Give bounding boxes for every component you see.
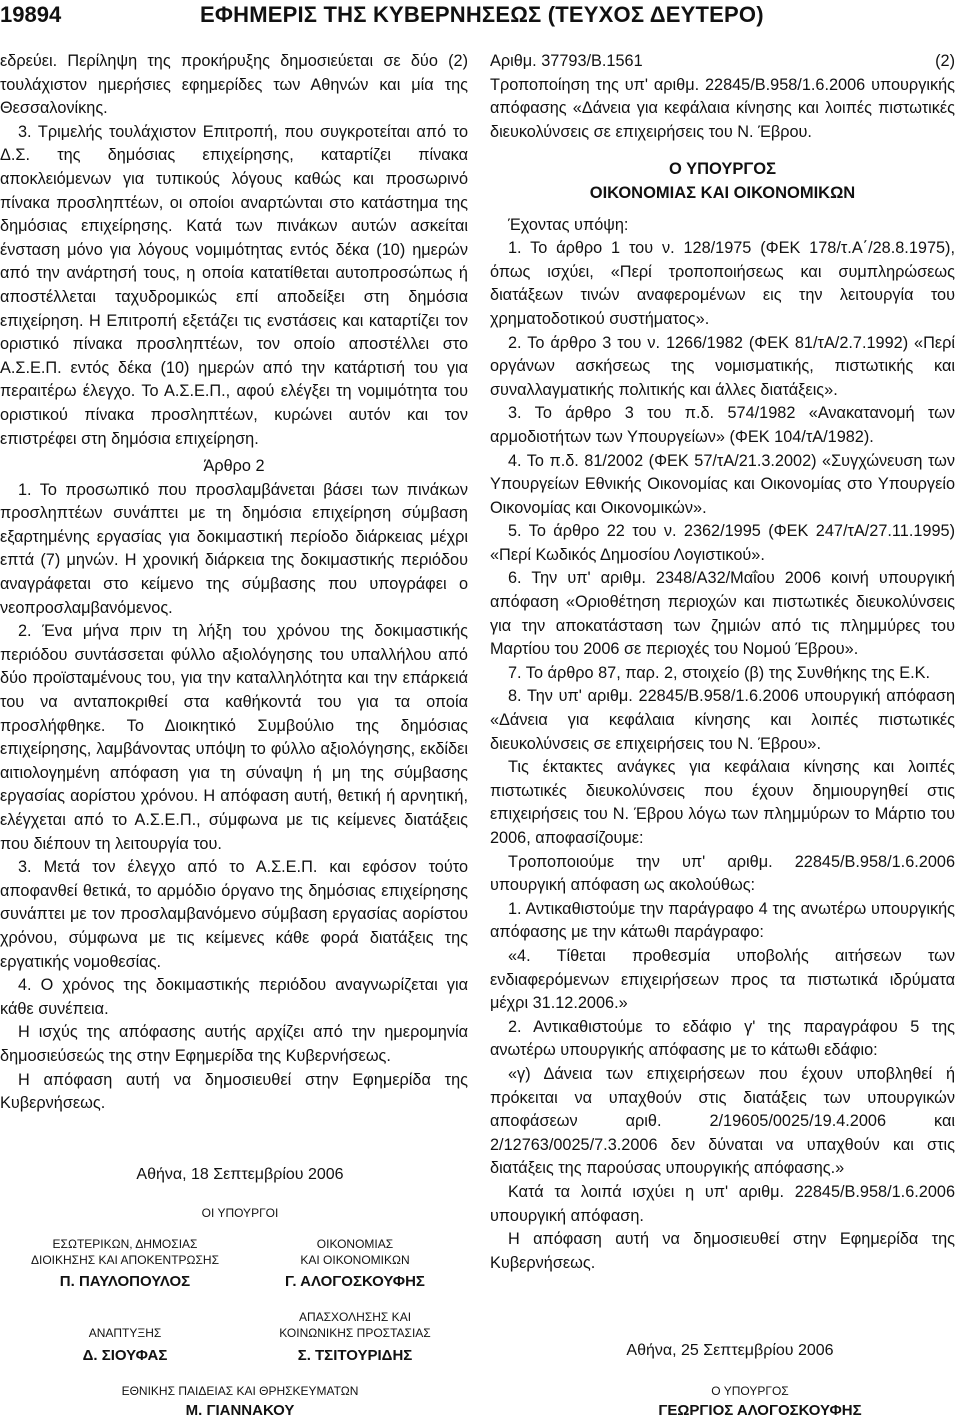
minister-heading-1: Ο ΥΠΟΥΡΓΟΣ — [668, 160, 777, 179]
gazette-title: ΕΦΗΜΕΡΙΣ ΤΗΣ ΚΥΒΕΡΝΗΣΕΩΣ (ΤΕΥΧΟΣ ΔΕΥΤΕΡΟ) — [200, 2, 764, 27]
reference-number: Αριθμ. 37793/Β.1561 — [490, 52, 643, 70]
left-paragraph-5: 3. Μετά τον έλεγχο από το Α.Σ.Ε.Π. και εφόσον τούτο αποφανθεί θετικά, το αρμόδιο όργανο της δημόσιας επιχείρησης συνάπτει με τον προσλαμβανόμενο σύμβαση εργασίας αορίστου χρόνου, σύμφωνα με τις κείμενες κάθε φορά διατάξεις της εργατικής νομοθεσίας. — [0, 858, 468, 971]
left-paragraph-1: εδρεύει. Περίληψη της προκήρυξης δημοσιεύεται σε δύο (2) τουλάχιστον ημερήσιες εφημερίδες των Αθηνών και μία της Θεσσαλονίκης. — [0, 52, 468, 118]
right-paragraph-5: 5. Το άρθρο 22 του ν. 2362/1995 (ΦΕΚ 247/τΑ/27.11.1995) «Περί Κωδικός Δημοσίου Λογιστικού». — [490, 522, 955, 564]
right-paragraph-14: «γ) Δάνεια των επιχειρήσεων που έχουν υποβληθεί ή πρόκειται να υπαχθούν στις διατάξεις των υπουργικών αποφάσεων αριθ. 2/19605/0025/19.4.2006 και 2/12763/0025/7.3.2006 δεν δύναται να υπαχθούν και στις διατάξεις της παρούσας υπουργικής απόφασης.» — [490, 1064, 955, 1178]
left-date: Αθήνα, 18 Σεπτεμβρίου 2006 — [136, 1166, 344, 1183]
minister-1-title: ΕΣΩΤΕΡΙΚΩΝ, ΔΗΜΟΣΙΑΣ ΔΙΟΙΚΗΣΗΣ ΚΑΙ ΑΠΟΚΕΝΤΡΩΣΗΣ — [30, 1237, 220, 1267]
minister-2-title: ΟΙΚΟΝΟΜΙΑΣ ΚΑΙ ΟΙΚΟΝΟΜΙΚΩΝ — [300, 1237, 410, 1267]
page-header — [0, 0, 960, 40]
article-heading: Άρθρο 2 — [203, 457, 265, 476]
left-paragraph-7: Η ισχύς της απόφασης αυτής αρχίζει από την ημερομηνία δημοσιεύσεώς της στην Εφημερίδα της Κυβερνήσεως. — [0, 1023, 468, 1065]
right-paragraph-6: 6. Την υπ' αριθμ. 2348/Α32/Μαΐου 2006 κοινή υπουργική απόφαση «Οριοθέτηση περιοχών και πιστωτικές διευκολύνσεις για την αποκατάσταση των ζημιών από τις πλημμύρες του Μαρτίου του 2006 σε περιοχές του Νομού Έβρου». — [490, 569, 955, 659]
page-number: 19894 — [0, 2, 62, 27]
left-paragraph-6: 4. Ο χρόνος της δοκιμαστικής περιόδου αναγνωρίζεται για κάθε συνέπεια. — [0, 976, 468, 1018]
decision-subject: Τροποποίηση της υπ' αριθμ. 22845/Β.958/1.6.2006 υπουργικής απόφασης «Δάνεια για κεφάλαια κίνησης και λοιπές πιστωτικές διευκολύνσεις σε επιχειρήσεις του Ν. Έβρου. — [490, 75, 955, 141]
decision-reference — [490, 50, 955, 74]
right-paragraph-3: 3. Το άρθρο 3 του π.δ. 574/1982 «Ανακατανομή των αρμοδιοτήτων των Υπουργείων» (ΦΕΚ 104/τΑ/1982). — [490, 404, 955, 446]
right-paragraph-2: 2. Το άρθρο 3 του ν. 1266/1982 (ΦΕΚ 81/τΑ/2.7.1992) «Περί οργάνων ασκήσεως της νομισματικής, πιστωτικής και συναλλαγματικής πολιτικής και άλλες διατάξεις». — [490, 333, 955, 399]
right-paragraph-13: 2. Αντικαθιστούμε το εδάφιο γ' της παραγράφου 5 της ανωτέρω υπουργικής απόφασης με το κάτωθι εδάφιο: — [490, 1017, 955, 1060]
left-column — [0, 50, 468, 1116]
right-column — [490, 50, 955, 1275]
right-paragraph-7: 7. Το άρθρο 87, παρ. 2, στοιχείο (β) της Συνθήκης της Ε.Κ. — [508, 663, 931, 682]
right-date: Αθήνα, 25 Σεπτεμβρίου 2006 — [626, 1342, 834, 1359]
right-paragraph-8: 8. Την υπ' αριθμ. 22845/Β.958/1.6.2006 υπουργική απόφαση «Δάνεια για κεφάλαια κίνησης και λοιπές πιστωτικές διευκολύνσεις σε επιχειρήσεις του Ν. Έβρου». — [490, 687, 955, 753]
minister-5-name: Μ. ΓΙΑΝΝΑΚΟΥ — [185, 1402, 295, 1419]
left-paragraph-2: 3. Τριμελής τουλάχιστον Επιτροπή, που συγκροτείται από το Δ.Σ. της δημόσιας επιχείρησης, καταρτίζει πίνακα αποκλειόμενων για τυπικούς λόγους καθώς και προσωρινό πίνακα προσληπτέων, οι οποίοι αναρτώνται στο κατάστημα της δημόσιας επιχείρησης. Κατά των πινάκων αυτών ασκείται ένσταση μόνο για λόγους νομιμότητας εντός δέκα (10) ημερών από την ανάρτησή τους, η οποία κατατίθεται αυτοπροσώπως ή αποστέλλεται ταχυδρομικώς επί αποδείξει στη δημόσια επιχείρηση. Η Επιτροπή εξετάζει τις ενστάσεις και καταρτίζει τον οριστικό πίνακα προσληπτέων, τον οποίο αποστέλλει στο Α.Σ.Ε.Π. εντός δέκα (10) ημερών από την κατάρτισή του για περαιτέρω έλεγχο. Το Α.Σ.Ε.Π., αφού ελέγξει τη νομιμότητα του οριστικού πίνακα προσληπτέων, κυρώνει αυτόν και τον επιστρέφει στη δημόσια επιχείρηση. — [0, 122, 468, 448]
right-paragraph-12: «4. Τίθεται προθεσμία υποβολής αιτήσεων των ενδιαφερόμενων επιχειρήσεων προς τα πιστωτικά ιδρύματα μέχρι 31.12.2006.» — [490, 946, 955, 1013]
minister-heading-2: ΟΙΚΟΝΟΜΙΑΣ ΚΑΙ ΟΙΚΟΝΟΜΙΚΩΝ — [589, 183, 856, 202]
considering-label: Έχοντας υπόψη: — [508, 215, 629, 234]
right-paragraph-16: Η απόφαση αυτή να δημοσιευθεί στην Εφημερίδα της Κυβερνήσεως. — [490, 1230, 955, 1272]
right-paragraph-15: Κατά τα λοιπά ισχύει η υπ' αριθμ. 22845/Β.958/1.6.2006 υπουργική απόφαση. — [490, 1182, 955, 1225]
right-paragraph-10: Τροποποιούμε την υπ' αριθμ. 22845/Β.958/1.6.2006 υπουργική απόφαση ως ακολούθως: — [490, 852, 955, 895]
right-paragraph-4: 4. Το π.δ. 81/2002 (ΦΕΚ 57/τΑ/21.3.2002) «Συγχώνευση των Υπουργείων Εθνικής Οικονομίας και Οικονομίας στο Υπουργείο Οικονομίας και Οικονομικών». — [490, 451, 955, 517]
minister-4-title: ΑΠΑΣΧΟΛΗΣΗΣ ΚΑΙ ΚΟΙΝΩΝΙΚΗΣ ΠΡΟΣΤΑΣΙΑΣ — [279, 1310, 431, 1340]
right-paragraph-9: Τις έκτακτες ανάγκες για κεφάλαια κίνησης και λοιπές πιστωτικές διευκολύνσεις που έχουν δημιουργηθεί στις επιχειρήσεις του Ν. Έβρου λόγω των πλημμύρων το Μάρτιο του 2006, αποφασίζουμε: — [490, 758, 955, 847]
reference-mark: (2) — [935, 52, 955, 70]
minister-3-title: ΑΝΑΠΤΥΞΗΣ — [88, 1326, 162, 1340]
left-paragraph-3: 1. Το προσωπικό που προσλαμβάνεται βάσει των πινάκων προσληπτέων συνάπτει με τη δημόσια επιχείρηση σύμβαση εξαρτημένης εργασίας για δοκιμαστική περίοδο διάρκειας μέχρι επτά (7) μηνών. Η χρονική διάρκεια της δοκιμαστικής περιόδου αναγράφεται στο κείμενο της σύμβασης που υπογράφει ο νεοπροσλαμβανόμενος. — [0, 480, 468, 617]
right-paragraph-1: 1. Το άρθρο 1 του ν. 128/1975 (ΦΕΚ 178/τ.Α΄/28.8.1975), όπως ισχύει, «Περί τροποποιήσεως και συμπληρώσεως διατάξεων τινών αναφερομένων εις την λειτουργία του χρηματοδοτικού συστήματος». — [490, 239, 955, 328]
right-paragraph-11: 1. Αντικαθιστούμε την παράγραφο 4 της ανωτέρω υπουργικής απόφασης με την κάτωθι παράγραφο: — [490, 899, 955, 942]
left-paragraph-8: Η απόφαση αυτή να δημοσιευθεί στην Εφημερίδα της Κυβερνήσεως. — [0, 1070, 468, 1113]
left-paragraph-4: 2. Ένα μήνα πριν τη λήξη του χρόνου της δοκιμαστικής περιόδου συντάσσεται φύλλο αξιολόγησης του υπαλλήλου από δύο προϊσταμένους του, για την καταλληλότητα και την επάρκειά του να ανταποκριθεί στα καθήκοντά του για τα οποία προσλήφθηκε. Το Διοικητικό Συμβούλιο της δημόσιας επιχείρησης, λαμβάνοντας υπόψη το φύλλο αξιολόγησης, εκδίδει αιτιολογημένη απόφαση για τη σύναψη ή μη της σύμβασης εργασίας αορίστου χρόνου. Η απόφαση αυτή, θετική ή αρνητική, ελέγχεται από το Α.Σ.Ε.Π., σύμφωνα με τις κείμενες διατάξεις που διέπουν τη λειτουργία του. — [0, 622, 468, 853]
minister-4-name: Σ. ΤΣΙΤΟΥΡΙΔΗΣ — [297, 1347, 413, 1364]
ministers-label: ΟΙ ΥΠΟΥΡΓΟΙ — [201, 1206, 279, 1220]
right-minister-name: ΓΕΩΡΓΙΟΣ ΑΛΟΓΟΣΚΟΥΦΗΣ — [658, 1402, 862, 1419]
right-minister-label: Ο ΥΠΟΥΡΓΟΣ — [711, 1384, 789, 1398]
minister-1-name: Π. ΠΑΥΛΟΠΟΥΛΟΣ — [59, 1273, 191, 1290]
minister-3-name: Δ. ΣΙΟΥΦΑΣ — [82, 1347, 168, 1364]
minister-5-title: ΕΘΝΙΚΗΣ ΠΑΙΔΕΙΑΣ ΚΑΙ ΘΡΗΣΚΕΥΜΑΤΩΝ — [121, 1384, 359, 1398]
minister-2-name: Γ. ΑΛΟΓΟΣΚΟΥΦΗΣ — [285, 1273, 425, 1290]
